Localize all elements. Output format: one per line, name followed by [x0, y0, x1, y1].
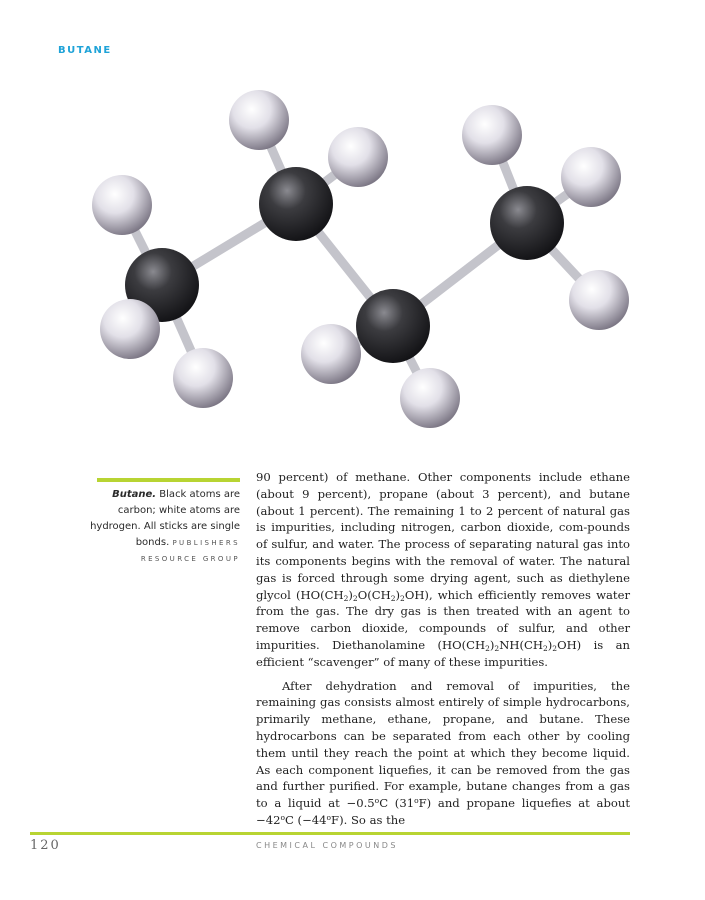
hydrogen-atom [92, 175, 152, 235]
footer-rule [30, 832, 630, 835]
hydrogen-atom [569, 270, 629, 330]
caption-text: Black atoms are carbon; white atoms are hydrogen. All sticks are single bonds. [90, 489, 240, 548]
paragraph: 90 percent) of methane. Other components include ethane (about 9 percent), propane (about 3 percent), and butane (about 1 percent). The remaining 1 to 2 percent of natural gas is impurities, including nitrogen, carbon dioxide, com-pounds of sulfur, and water. The process of separating natural gas into its components begins with the removal of water. The natural gas is forced through some drying agent, such as diethylene glycol $(HO(CH_2)_2O(CH_2)_2OH)$, which efficiently removes water from the gas. The dry gas is then treated with an agent to remove carbon dioxide, compounds of sulfur, and other impurities. Diethanolamine $(HO(CH_2)_2NH(CH_2)_2OH)$ is an efficient “scavenger” of many of these impurities. [256, 470, 630, 669]
caption-credit: PUBLISHERS RESOURCE GROUP [140, 539, 240, 563]
hydrogen-atom [400, 368, 460, 428]
hydrogen-atom [229, 90, 289, 150]
paragraph: After dehydration and removal of impurities, the remaining gas consists almost entirely of simple hydrocarbons, primarily methane, ethane, propane, and butane. These hydrocarbons can be separated from each other by cooling them until they reach the point at which they become liquid. As each component liquefies, it can be removed from the gas and further purified. For example, butane changes from a gas to a liquid at $-0.5^oC$ (31$^o$F) and propane liquefies at about $-42^oC$ $(-44^oF)$. So as the [256, 678, 630, 827]
book-title: CHEMICAL COMPOUNDS [256, 841, 398, 850]
hydrogen-atom [173, 348, 233, 408]
carbon-atom [356, 289, 430, 363]
hydrogen-atom [100, 299, 160, 359]
caption-rule [97, 478, 240, 482]
hydrogen-atom [328, 127, 388, 187]
carbon-atom [490, 186, 564, 260]
caption-title: Butane. [112, 489, 157, 500]
running-head: BUTANE [58, 45, 112, 56]
carbon-atom [259, 167, 333, 241]
hydrogen-atom [301, 324, 361, 384]
butane-molecule-illustration [40, 72, 650, 452]
page-number: 120 [30, 838, 61, 853]
hydrogen-atom [462, 105, 522, 165]
body-text [256, 469, 630, 836]
hydrogen-atom [561, 147, 621, 207]
figure-caption [90, 487, 240, 567]
